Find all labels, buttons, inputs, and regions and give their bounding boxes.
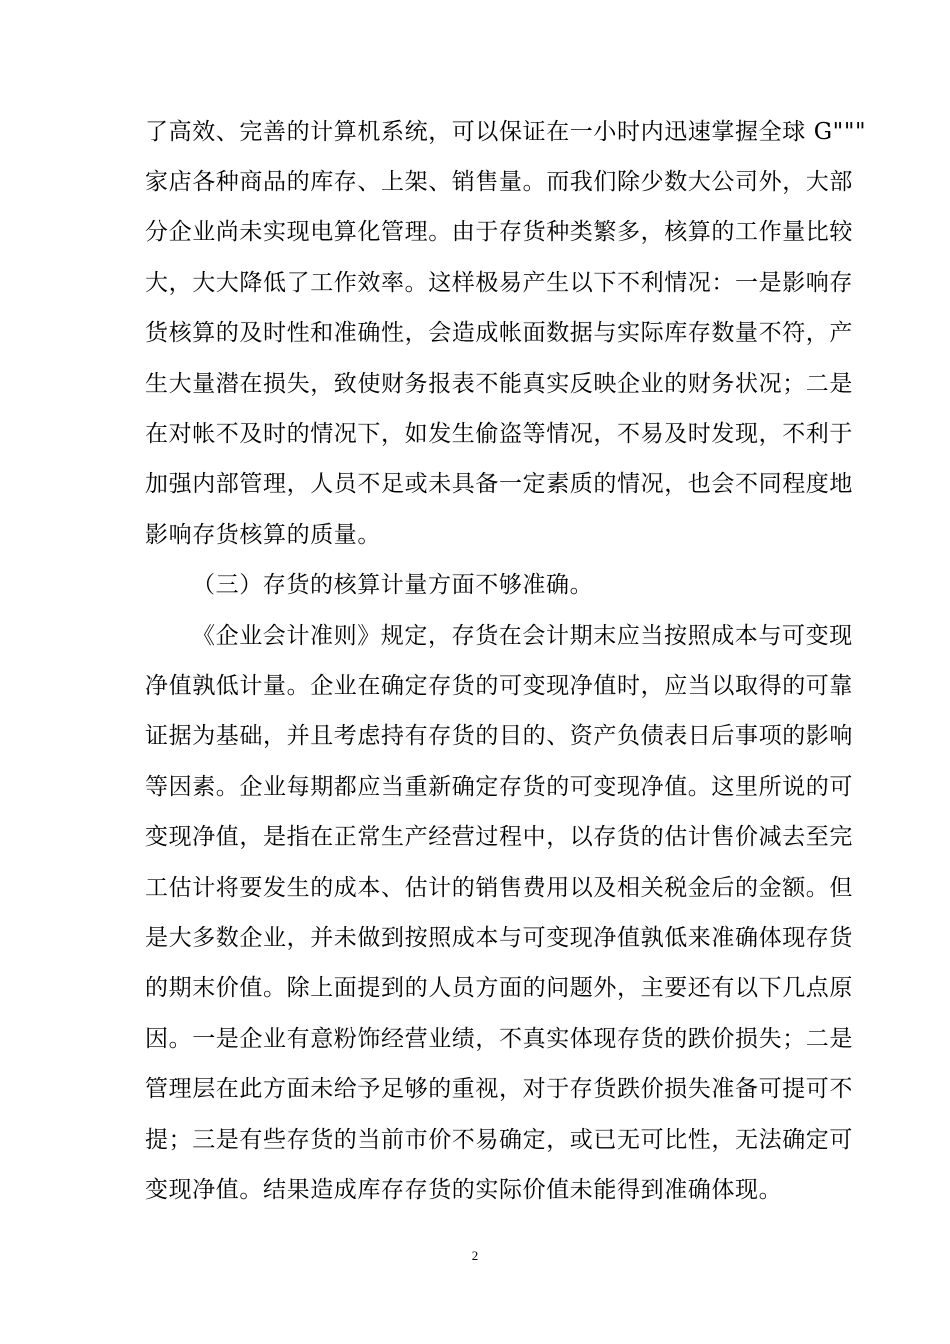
text-line: 《企业会计准则》规定，存货在会计期末应当按照成本与可变现	[192, 623, 853, 649]
text-line: 了高效、完善的计算机系统，可以保证在一小时内迅速掌握全球 G"""	[145, 119, 867, 145]
text-line: 货核算的及时性和准确性，会造成帐面数据与实际库存数量不符，产	[145, 320, 853, 346]
text-line: 变现净值。结果造成库存存货的实际价值未能得到准确体现。	[145, 1177, 783, 1203]
text-line: 加强内部管理，人员不足或未具备一定素质的情况，也会不同程度地	[145, 471, 853, 497]
text-line: 证据为基础，并且考虑持有存货的目的、资产负债表日后事项的影响	[145, 723, 853, 749]
text-line: 工估计将要发生的成本、估计的销售费用以及相关税金后的金额。但	[145, 875, 853, 901]
text-line: 的期末价值。除上面提到的人员方面的问题外，主要还有以下几点原	[145, 975, 853, 1001]
text-line: 在对帐不及时的情况下，如发生偷盗等情况，不易及时发现，不利于	[145, 421, 853, 447]
text-line: 管理层在此方面未给予足够的重视，对于存货跌价损失准备可提可不	[145, 1076, 853, 1102]
text-line: 是大多数企业，并未做到按照成本与可变现净值孰低来准确体现存货	[145, 925, 853, 951]
text-line: 生大量潜在损失，致使财务报表不能真实反映企业的财务状况；二是	[145, 371, 853, 397]
text-line: 提；三是有些存货的当前市价不易确定，或已无可比性，无法确定可	[145, 1127, 853, 1153]
text-line: 因。一是企业有意粉饰经营业绩，不真实体现存货的跌价损失；二是	[145, 1026, 853, 1052]
text-line: 变现净值，是指在正常生产经营过程中，以存货的估计售价减去至完	[145, 824, 853, 850]
section-heading: （三）存货的核算计量方面不够准确。	[192, 572, 594, 598]
text-line: 家店各种商品的库存、上架、销售量。而我们除少数大公司外，大部	[145, 169, 853, 195]
text-line: 净值孰低计量。企业在确定存货的可变现净值时，应当以取得的可靠	[145, 673, 853, 699]
text-line: 等因素。企业每期都应当重新确定存货的可变现净值。这里所说的可	[145, 774, 853, 800]
text-line: 大，大大降低了工作效率。这样极易产生以下不利情况：一是影响存	[145, 270, 853, 296]
text-line: 影响存货核算的质量。	[145, 522, 381, 548]
text-line: 分企业尚未实现电算化管理。由于存货种类繁多，核算的工作量比较	[145, 219, 853, 245]
page-number: 2	[471, 1248, 479, 1263]
